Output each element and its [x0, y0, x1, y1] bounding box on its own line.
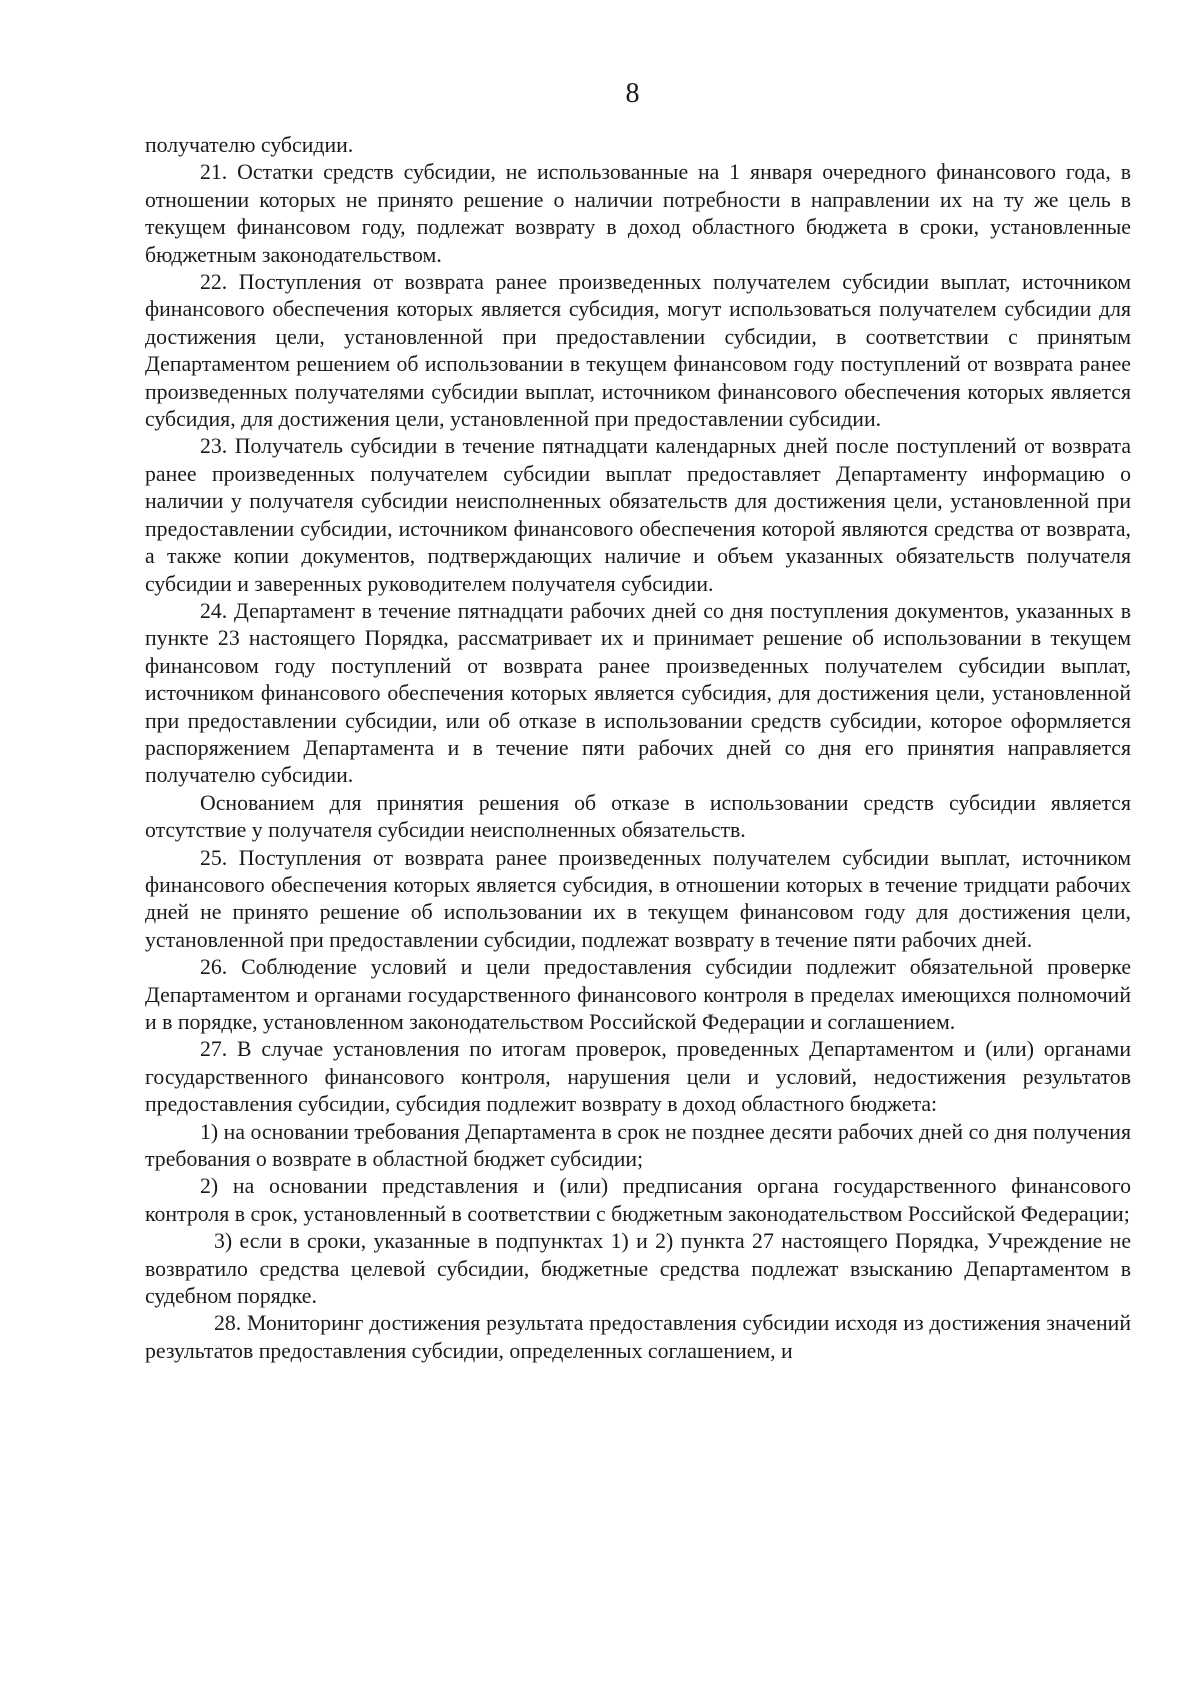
page-number: 8: [625, 78, 640, 109]
paragraph-28: 28. Мониторинг достижения результата предоставления субсидии исходя из достижения значений результатов предоставления субсидии, определенных соглашением, и: [145, 1311, 1131, 1363]
document-body: [145, 132, 1131, 1365]
paragraph-27-item-3: 3) если в сроки, указанные в подпунктах 1) и 2) пункта 27 настоящего Порядка, Учреждение не возвратило средства целевой субсидии, бюджетные средства подлежат взысканию Департаментом в судебном порядке.: [145, 1229, 1131, 1309]
paragraph-22: 22. Поступления от возврата ранее произведенных получателем субсидии выплат, источником финансового обеспечения которых является субсидия, могут использоваться получателем субсидии для достижения цели, установленной при предоставлении субсидии, в соответствии с принятым Департаментом решением об использовании в текущем финансовом году поступлений от возврата ранее произведенных получателями субсидии выплат, источником финансового обеспечения которых является субсидия, для достижения цели, установленной при предоставлении субсидии.: [145, 270, 1131, 432]
paragraph-27-item-2: 2) на основании представления и (или) предписания органа государственного финансового контроля в срок, установленный в соответствии с бюджетным законодательством Российской Федерации;: [145, 1174, 1131, 1226]
paragraph-continuation: получателю субсидии.: [145, 133, 354, 157]
paragraph-27: 27. В случае установления по итогам проверок, проведенных Департаментом и (или) органами государственного финансового контроля, нарушения цели и условий, недостижения результатов предоставления субсидии, субсидия подлежит возврату в доход областного бюджета:: [145, 1037, 1131, 1117]
paragraph-26: 26. Соблюдение условий и цели предоставления субсидии подлежит обязательной проверке Департаментом и органами государственного финансового контроля в пределах имеющихся полномочий и в порядке, установленном законодательством Российской Федерации и соглашением.: [145, 955, 1131, 1034]
paragraph-23: 23. Получатель субсидии в течение пятнадцати календарных дней после поступлений от возврата ранее произведенных получателем субсидии выплат предоставляет Департаменту информацию о наличии у получателя субсидии неисполненных обязательств для достижения цели, установленной при предоставлении субсидии, источником финансового обеспечения которой являются средства от возврата, а также копии документов, подтверждающих наличие и объем указанных обязательств получателя субсидии и заверенных руководителем получателя субсидии.: [145, 434, 1131, 596]
paragraph-24-basis: Основанием для принятия решения об отказе в использовании средств субсидии является отсутствие у получателя субсидии неисполненных обязательств.: [145, 790, 1131, 843]
paragraph-24: 24. Департамент в течение пятнадцати рабочих дней со дня поступления документов, указанных в пункте 23 настоящего Порядка, рассматривает их и принимает решение об использовании в текущем финансовом году поступлений от возврата ранее произведенных получателем субсидии выплат, источником финансового обеспечения которых является субсидия, для достижения цели, установленной при предоставлении субсидии, или об отказе в использовании средств субсидии, которое оформляется распоряжением Департамента и в течение пяти рабочих дней со дня его принятия направляется получателю субсидии.: [145, 598, 1131, 788]
paragraph-21: 21. Остатки средств субсидии, не использованные на 1 января очередного финансового года, в отношении которых не принято решение о наличии потребности в направлении их на ту же цель в текущем финансовом году, подлежат возврату в доход областного бюджета в сроки, установленные бюджетным законодательством.: [145, 160, 1131, 267]
paragraph-25: 25. Поступления от возврата ранее произведенных получателем субсидии выплат, источником финансового обеспечения которых является субсидия, в отношении которых в течение тридцати рабочих дней не принято решение об использовании их в текущем финансовом году для достижения цели, установленной при предоставлении субсидии, подлежат возврату в течение пяти рабочих дней.: [145, 845, 1131, 952]
paragraph-27-item-1: 1) на основании требования Департамента в срок не позднее десяти рабочих дней со дня получения требования о возврате в областной бюджет субсидии;: [145, 1119, 1131, 1172]
